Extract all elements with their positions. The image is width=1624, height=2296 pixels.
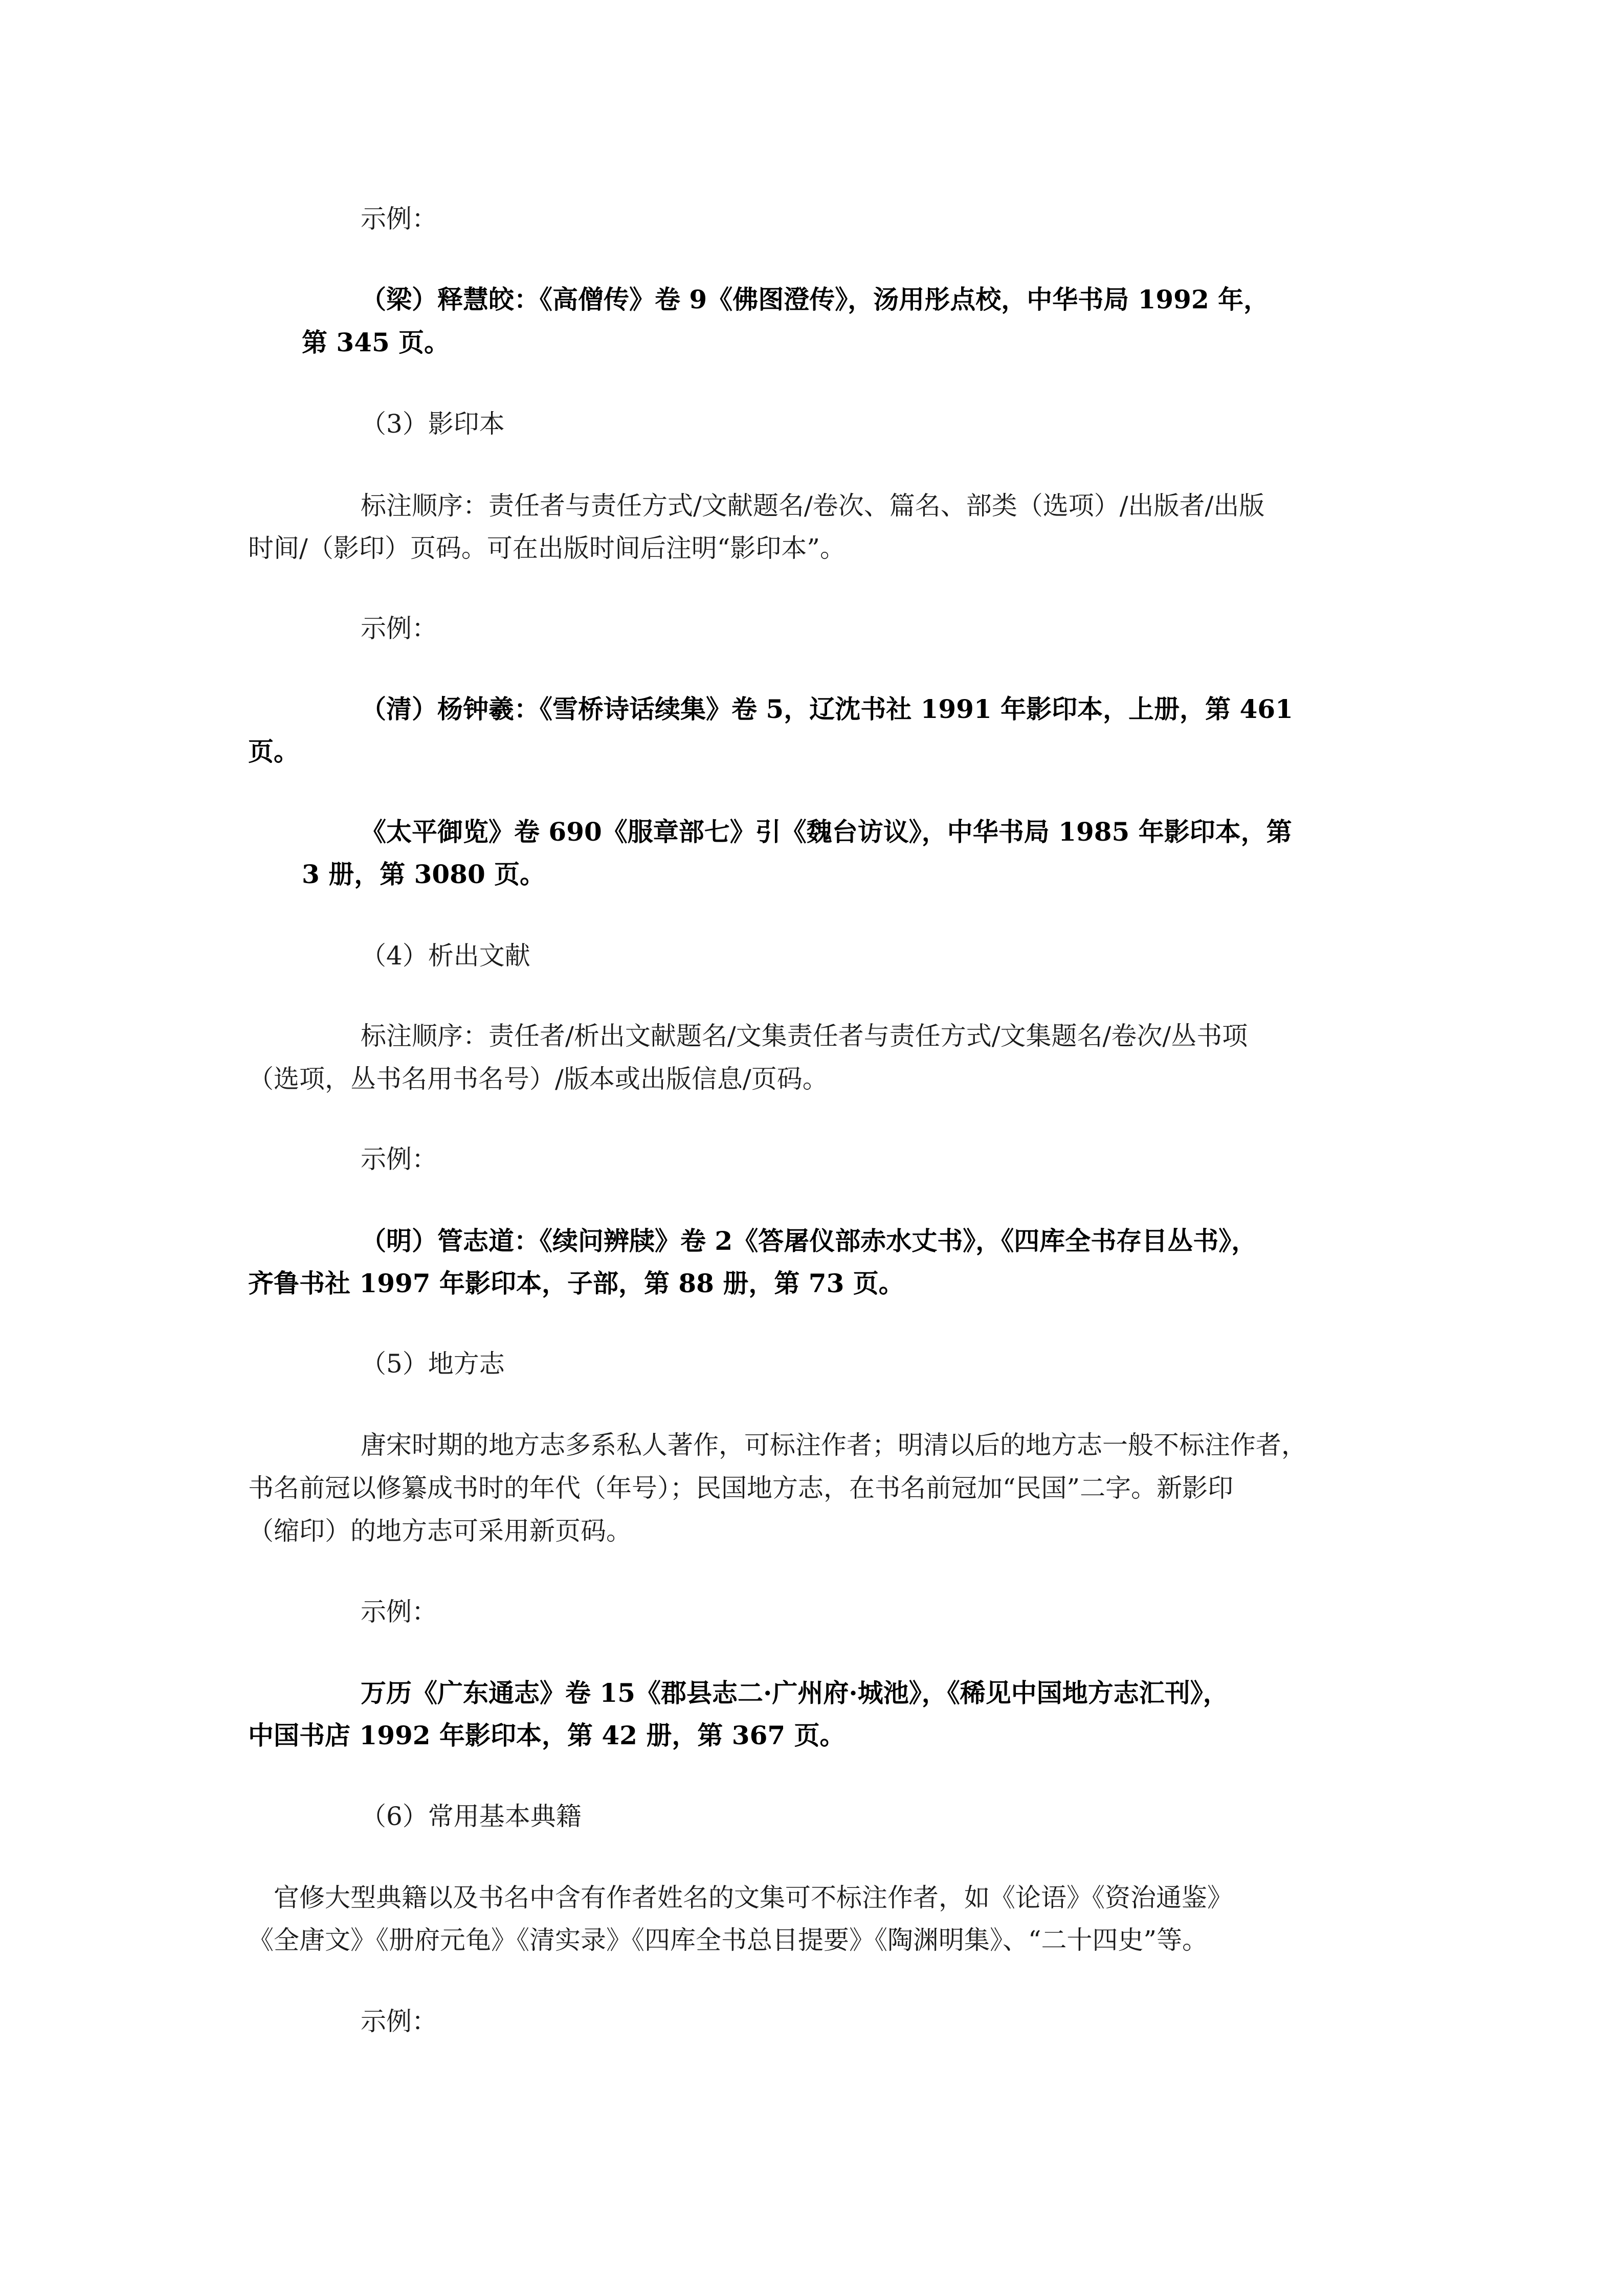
paragraph-line: 书名前冠以修纂成书时的年代（年号）；民国地方志，在书名前冠加“民国”二字。新影印 [248, 1473, 1234, 1503]
citation-line: （明）管志道：《续问辨牍》卷 2《答屠仪部赤水丈书》，《四库全书存目丛书》， [361, 1226, 1257, 1256]
section-heading: （5）地方志 [361, 1349, 505, 1379]
citation-line: 中国书店 1992 年影印本，第 42 册，第 367 页。 [248, 1720, 846, 1750]
citation-line: 第 345 页。 [302, 327, 450, 357]
section-heading: （6）常用基本典籍 [361, 1802, 582, 1831]
section-heading: （3）影印本 [361, 409, 505, 439]
example-label: 示例： [361, 1144, 437, 1174]
example-label: 示例： [361, 1597, 437, 1627]
example-label: 示例： [361, 2007, 437, 2036]
paragraph-line: 唐宋时期的地方志多系私人著作，可标注作者；明清以后的地方志一般不标注作者， [361, 1430, 1307, 1460]
citation-line: 万历《广东通志》卷 15《郡县志二·广州府·城池》，《稀见中国地方志汇刊》， [361, 1678, 1229, 1708]
section-heading: （4）析出文献 [361, 941, 530, 971]
citation-line: （梁）释慧皎：《高僧传》卷 9《佛图澄传》，汤用彤点校，中华书局 1992 年， [361, 284, 1270, 314]
paragraph-line: 《全唐文》《册府元龟》《清实录》《四库全书总目提要》《陶渊明集》、“二十四史”等。 [248, 1925, 1208, 1955]
citation-line: 齐鲁书社 1997 年影印本，子部，第 88 册，第 73 页。 [248, 1268, 904, 1298]
citation-line: 3 册，第 3080 页。 [302, 859, 546, 889]
paragraph-line: 时间/（影印）页码。可在出版时间后注明“影印本”。 [248, 533, 846, 563]
example-label: 示例： [361, 614, 437, 643]
paragraph-line: 标注顺序：责任者/析出文献题名/文集责任者与责任方式/文集题名/卷次/丛书项 [361, 1021, 1248, 1051]
citation-line: （清）杨钟羲：《雪桥诗话续集》卷 5，辽沈书社 1991 年影印本，上册，第 461 [361, 694, 1293, 724]
paragraph-line: 标注顺序：责任者与责任方式/文献题名/卷次、篇名、部类（选项）/出版者/出版 [361, 491, 1265, 521]
paragraph-line: 官修大型典籍以及书名中含有作者姓名的文集可不标注作者，如《论语》《资治通鉴》 [274, 1883, 1233, 1912]
citation-line: 页。 [248, 736, 299, 767]
paragraph-line: （选项，丛书名用书名号）/版本或出版信息/页码。 [248, 1064, 828, 1094]
citation-line: 《太平御览》卷 690《服章部七》引《魏台访议》，中华书局 1985 年影印本，第 [361, 817, 1292, 847]
example-label: 示例： [361, 204, 437, 234]
paragraph-line: （缩印）的地方志可采用新页码。 [248, 1516, 632, 1546]
